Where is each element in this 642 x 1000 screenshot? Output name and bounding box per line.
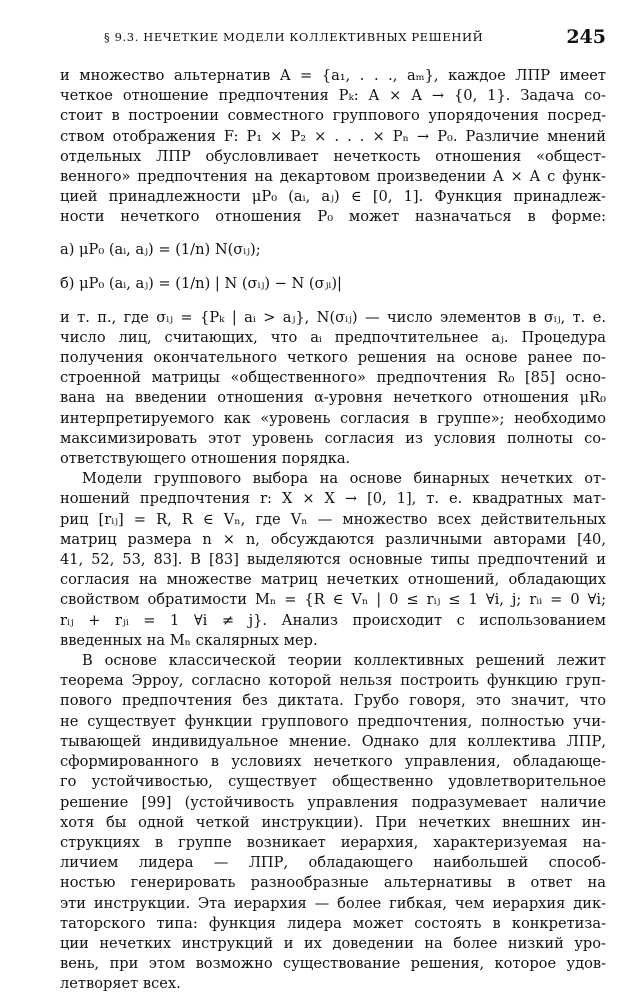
text-line: стоит в построении совместного группового упорядочения посред- bbox=[60, 107, 606, 125]
text-line: строенной матрицы «общественного» предпочтения R₀ [85] осно- bbox=[60, 369, 606, 387]
running-head: § 9.3. НЕЧЕТКИЕ МОДЕЛИ КОЛЛЕКТИВНЫХ РЕШЕНИЙ bbox=[104, 30, 484, 44]
page-header bbox=[60, 20, 606, 54]
text-line: rᵢⱼ + rⱼᵢ = 1 ∀i ≠ j}. Анализ происходит с использованием bbox=[60, 611, 606, 629]
text-line: пового предпочтения без диктата. Грубо говоря, это значит, что bbox=[60, 692, 606, 710]
text-line: получения окончательного четкого решения на основе ранее по- bbox=[60, 349, 606, 367]
text-line: введенных на Mₙ скалярных мер. bbox=[60, 631, 318, 649]
text-line: отдельных ЛПР обусловливает нечеткость отношения «общест- bbox=[60, 147, 606, 165]
text-line: ответствующего отношения порядка. bbox=[60, 450, 351, 468]
page-body bbox=[60, 66, 606, 995]
text-line: Модели группового выбора на основе бинарных нечетких от- bbox=[82, 470, 606, 488]
text-line: 41, 52, 53, 83]. В [83] выделяются основные типы предпочтений и bbox=[60, 551, 606, 569]
text-line: не существует функции группового предпочтения, полностью учи- bbox=[60, 712, 606, 730]
text-line: эти инструкции. Эта иерархия — более гибкая, чем иерархия дик- bbox=[60, 894, 606, 912]
page-number: 245 bbox=[566, 26, 606, 48]
text-line: ношений предпочтения r: X × X → [0, 1], т. е. квадратных мат- bbox=[60, 490, 606, 508]
text-line: и множество альтернатив A = {a₁, . . ., aₘ}, каждое ЛПР имеет bbox=[60, 67, 606, 84]
text-line: свойством обратимости Mₙ = {R ∈ Vₙ | 0 ≤ rᵢⱼ ≤ 1 ∀i, j; rᵢᵢ = 0 ∀i; bbox=[60, 591, 606, 609]
text-line: личием лидера — ЛПР, обладающего наибольшей способ- bbox=[60, 854, 606, 872]
text-line: ности нечеткого отношения P₀ может назначаться в форме: bbox=[60, 208, 606, 226]
text-line: интерпретируемого как «уровень согласия в группе»; необходимо bbox=[60, 409, 606, 427]
text-line: В основе классической теории коллективных решений лежит bbox=[82, 652, 606, 670]
text-line: цией принадлежности μP₀ (aᵢ, aⱼ) ∈ [0, 1]. Функция принадлеж- bbox=[60, 188, 606, 206]
text-line: хотя бы одной четкой инструкции). При нечетких внешних ин- bbox=[60, 813, 606, 831]
text-line: го устойчивостью, существует общественно удовлетворительное bbox=[60, 773, 606, 791]
paragraph-3 bbox=[60, 469, 606, 651]
text-line: матриц размера n × n, обсуждаются различными авторами [40, bbox=[60, 530, 606, 548]
paragraph-1 bbox=[60, 66, 606, 228]
text-line: ностью генерировать разнообразные альтернативы в ответ на bbox=[60, 874, 606, 892]
text-line: струкциях в группе возникает иерархия, характеризуемая на- bbox=[60, 833, 606, 851]
text-line: ством отображения F: P₁ × P₂ × . . . × Pₙ → P₀. Различие мнений bbox=[60, 127, 606, 145]
text-line: число лиц, считающих, что aᵢ предпочтительнее aⱼ. Процедура bbox=[60, 328, 606, 346]
text-line: максимизировать этот уровень согласия из условия полноты со- bbox=[60, 429, 606, 447]
formula-a: а) μP₀ (aᵢ, aⱼ) = (1/n) N(σᵢⱼ); bbox=[60, 240, 261, 258]
text-line: таторского типа: функция лидера может состоять в конкретиза- bbox=[60, 914, 606, 932]
text-line: вана на введении отношения α-уровня нечеткого отношения μR₀ bbox=[60, 389, 606, 407]
text-line: риц [rᵢⱼ] = R, R ∈ Vₙ, где Vₙ — множество всех действительных bbox=[60, 510, 606, 528]
text-line: решение [99] (устойчивость управления подразумевает наличие bbox=[60, 793, 606, 811]
text-line: венного» предпочтения на декартовом произведении A × A с функ- bbox=[60, 168, 606, 186]
text-line: согласия на множестве матриц нечетких отношений, обладающих bbox=[60, 571, 606, 589]
text-line: ции нечетких инструкций и их доведении на более низкий уро- bbox=[60, 934, 606, 952]
text-line: вень, при этом возможно существование решения, которое удов- bbox=[60, 955, 606, 973]
paragraph-4 bbox=[60, 651, 606, 994]
text-line: теорема Эрроу, согласно которой нельзя построить функцию груп- bbox=[60, 672, 606, 690]
text-line: летворяет всех. bbox=[60, 975, 181, 993]
text-line: сформированного в условиях нечеткого управления, обладающе- bbox=[60, 753, 606, 771]
text-line: тывающей индивидуальное мнение. Однако для коллектива ЛПР, bbox=[60, 732, 606, 750]
text-line: и т. п., где σᵢⱼ = {Pₖ | aᵢ > aⱼ}, N(σᵢⱼ) — число элементов в σᵢⱼ, т. е. bbox=[60, 308, 606, 326]
formula-b: б) μP₀ (aᵢ, aⱼ) = (1/n) | N (σᵢⱼ) − N (σⱼᵢ)| bbox=[60, 274, 342, 292]
paragraph-2 bbox=[60, 308, 606, 470]
text-line: четкое отношение предпочтения Pₖ: A × A → {0, 1}. Задача со- bbox=[60, 87, 606, 105]
